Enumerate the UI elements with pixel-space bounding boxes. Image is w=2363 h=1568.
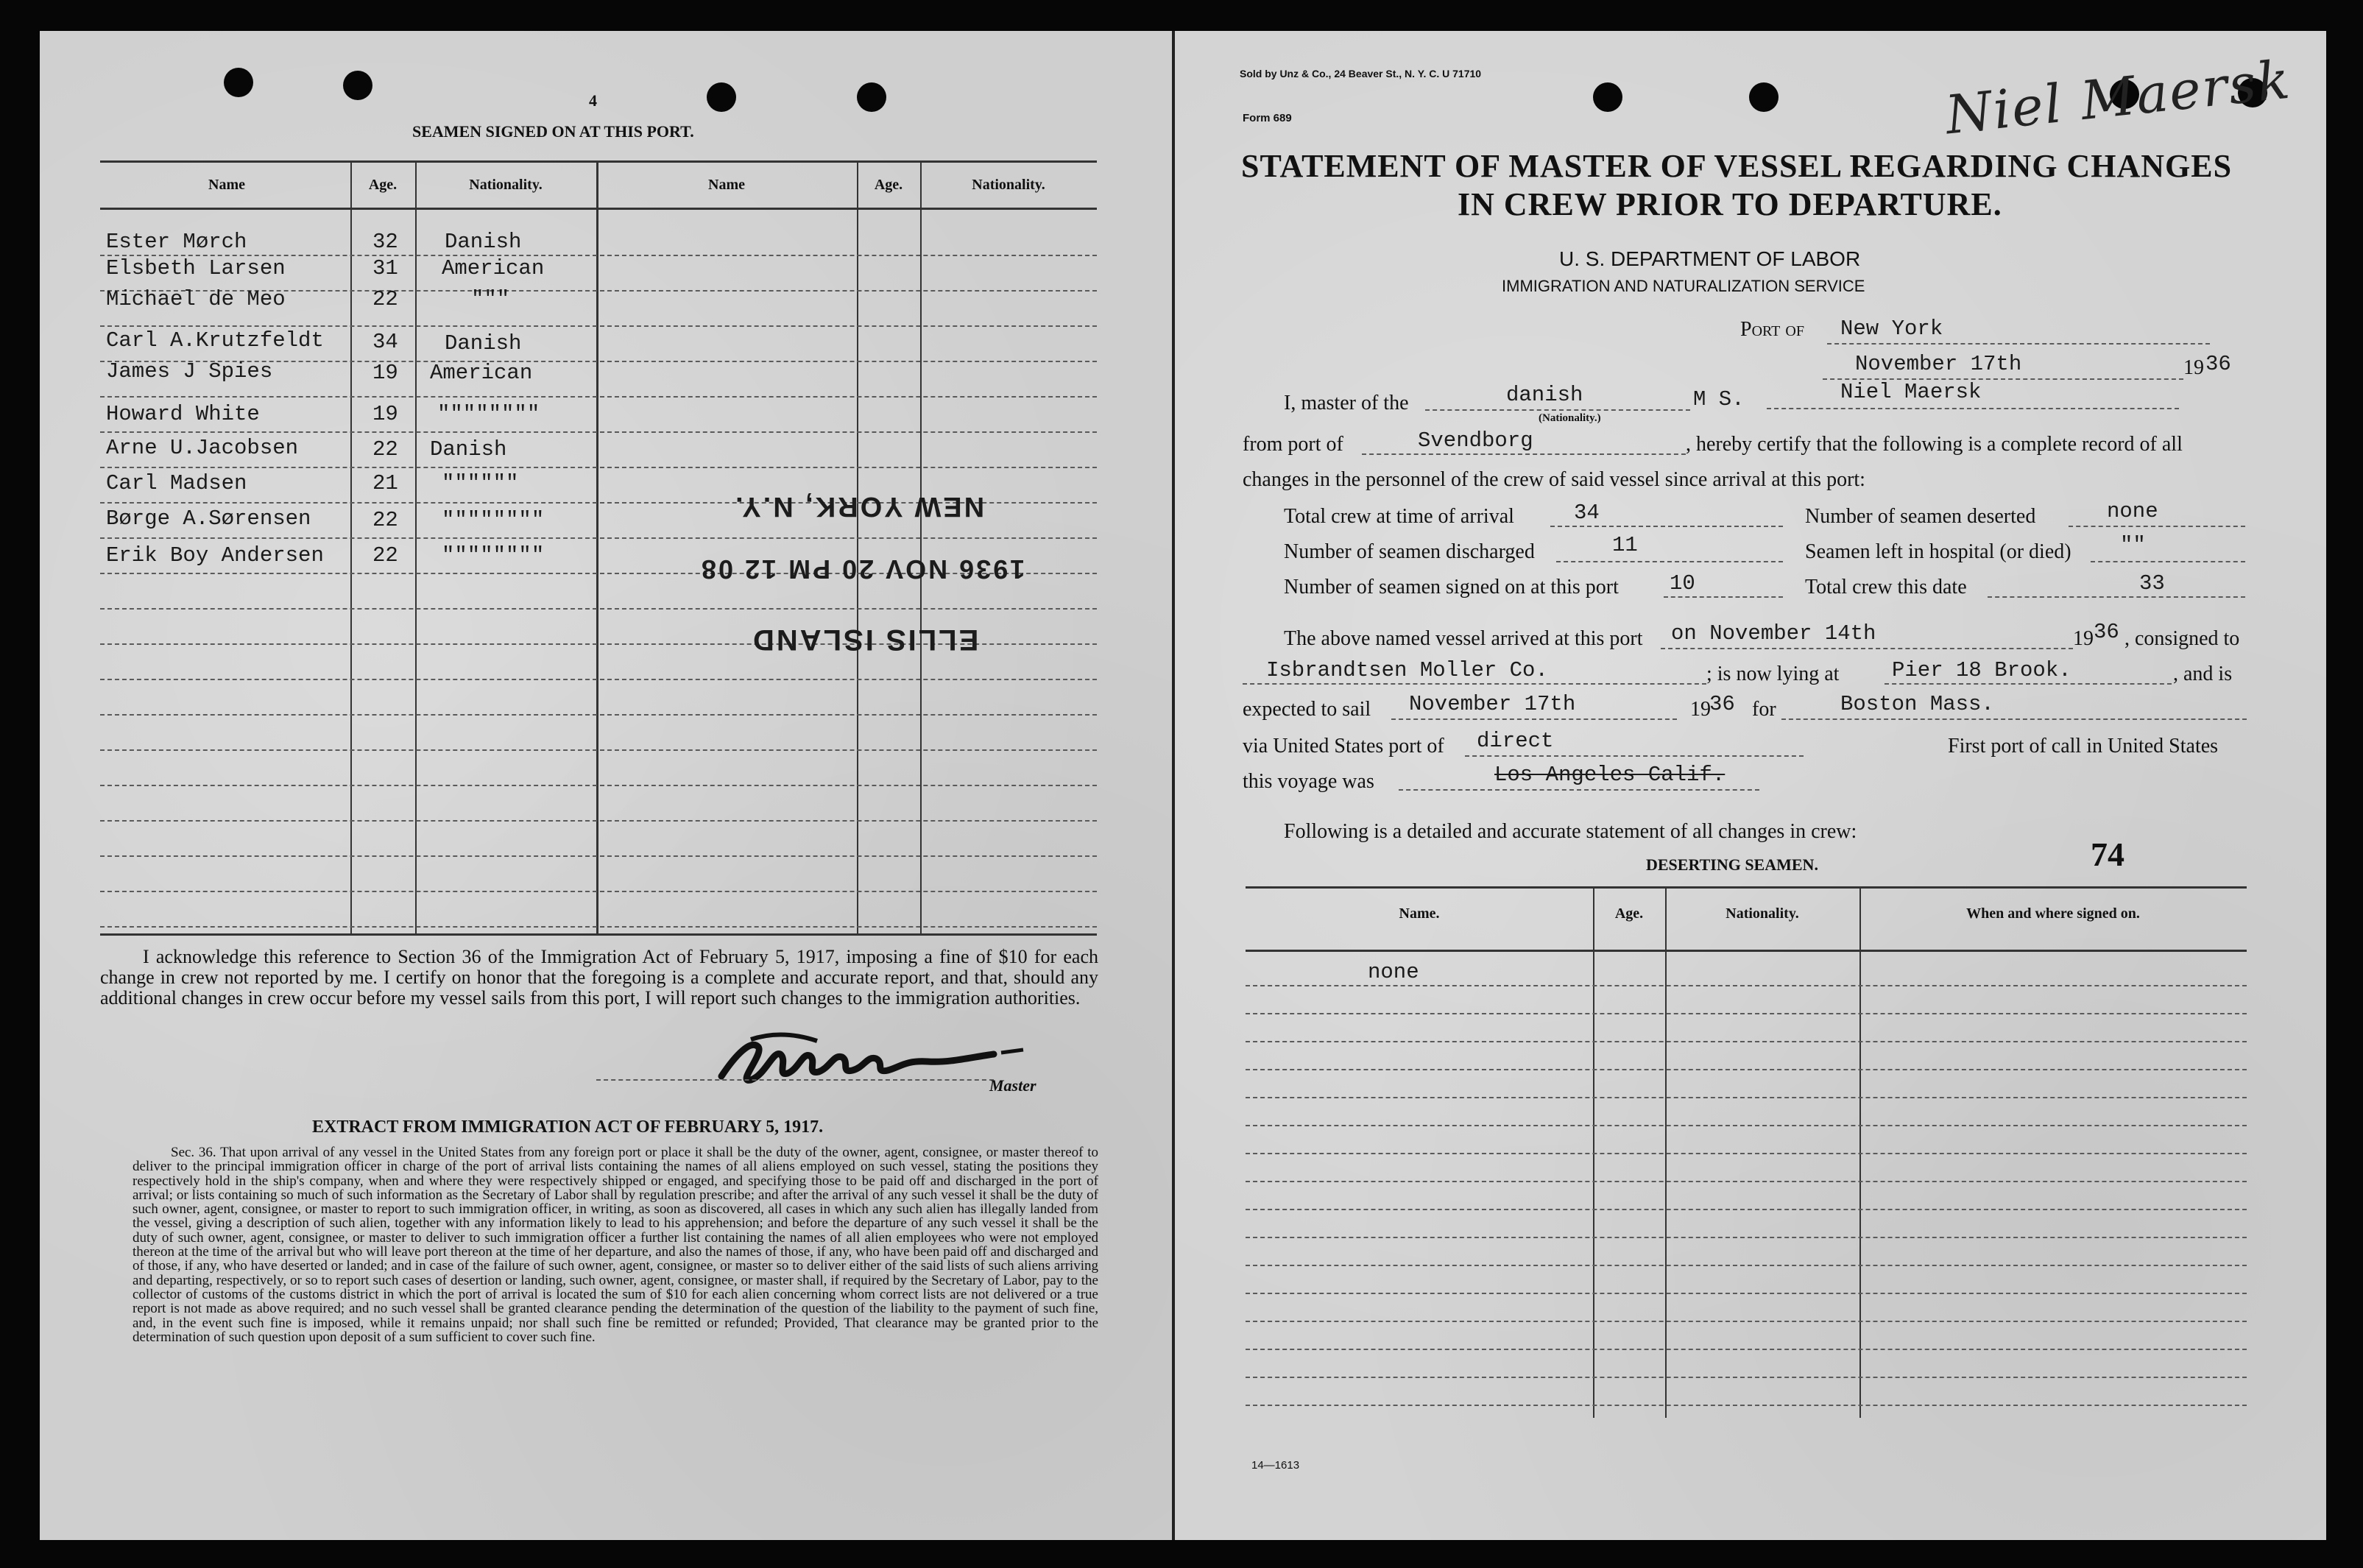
arrived-underline <box>1661 648 2073 649</box>
voyage-value: Los Angeles Calif. <box>1494 763 1726 787</box>
footer-code: 14—1613 <box>1251 1459 1300 1472</box>
deserting-row-rule <box>1246 1377 2247 1378</box>
table-header-line <box>100 208 1097 210</box>
vessel-name: Niel Maersk <box>1840 380 1982 404</box>
port-value: New York <box>1840 317 1943 341</box>
deserting-row-rule <box>1246 1237 2247 1238</box>
seaman-age: 19 <box>372 361 398 385</box>
deserted-value: none <box>2107 499 2158 523</box>
seaman-nationality: American <box>442 256 545 280</box>
page-number: 4 <box>589 91 597 110</box>
extract-text: Sec. 36. That upon arrival of any vessel in the United States from any foreign port or place it shall be the duty of the owner, agent, consignee, or master thereof to deliver to the principal immigration officer in charge of the port of arrival lists containing the names of all aliens employed on such vessel, stating the positions they respectively hold in the ship's company, when and where they were respectively shipped or engaged, and specifying those to be paid off and discharged in the port of arrival; or lists containing so much of such information as the Secretary of Labor shall by regulation prescribe; and after the arrival of any such vessel it shall be the duty of such owner, agent, consignee, or master to report to such immigration officer, in writing, as soon as discovered, all cases in which any such alien has illegally landed from the vessel, giving a description of such alien, together with any information likely to lead to his apprehension; and before the departure of any such vessel it shall be the duty of such owner, agent, consignee, or master to deliver to such immigration officer a further list containing the names of all alien employees who were not employed thereon at the time of the arrival but who will leave port thereon at the time of her departure, and also the names of those, if any, who have been paid off and discharged and of those, if any, who have deserted or landed; and in case of the failure of such owner, agent, consignee, or master so to deliver either of the said lists of such aliens arriving and departing, respectively, or so to report such cases of desertion or landing, such owner, agent, consignee, or master shall, if required by the Secretary of Labor, pay to the collector of customs of the customs district in which the port of arrival is located the sum of $10 for each alien concerning whom correct lists are not delivered or a true report is not made as above required; and no such vessel shall be granted clearance pending the determination of the question of the liability to the payment of such fine, and, in the event such fine is imposed, while it remains unpaid; nor shall such fine be remitted or refunded; Provided, That clearance may be granted prior to the determination of such question upon deposit of a sum sufficient to cover such fine. <box>133 1145 1098 1345</box>
nationality-underline <box>1425 409 1690 411</box>
deserting-row-rule <box>1246 1097 2247 1098</box>
punch-hole <box>343 71 372 100</box>
seaman-name: Arne U.Jacobsen <box>106 436 299 460</box>
port-label: Port of <box>1740 318 1804 341</box>
lying-underline <box>1885 683 2172 685</box>
date-year-prefix: 19 <box>2183 356 2204 379</box>
seaman-nationality: """""""" <box>442 543 545 568</box>
deserting-col-name: Name. <box>1399 905 1440 922</box>
total-crew-date-underline <box>1988 596 2245 598</box>
seaman-age: 31 <box>372 256 398 280</box>
punch-hole <box>1593 82 1622 112</box>
table-row-rule <box>100 926 1097 928</box>
deserting-table-top <box>1246 886 2247 889</box>
signature-line <box>596 1079 994 1081</box>
col-header-name: Name <box>208 177 245 193</box>
deserting-row-rule <box>1246 1265 2247 1266</box>
punch-hole <box>224 68 253 97</box>
first-call-label: First port of call in United States <box>1948 735 2219 757</box>
hospital-underline <box>2091 561 2245 562</box>
table-row-rule <box>100 325 1097 327</box>
seaman-nationality: """""""" <box>437 402 540 426</box>
hospital-label: Seamen left in hospital (or died) <box>1805 540 2071 563</box>
deserting-row-rule <box>1246 1153 2247 1154</box>
deserting-row-rule <box>1246 1041 2247 1042</box>
via-value: direct <box>1477 729 1554 753</box>
table-row-rule <box>100 467 1097 468</box>
seaman-name: Børge A.Sørensen <box>106 506 311 531</box>
arrived-year-prefix: 19 <box>2073 627 2094 650</box>
lying-value: Pier 18 Brook. <box>1892 658 2071 682</box>
deserting-title: DESERTING SEAMEN. <box>1646 855 1818 874</box>
stamp-ellis-island: ELLIS ISLAND <box>751 624 979 656</box>
nationality-caption: (Nationality.) <box>1539 412 1601 424</box>
table-row-rule <box>100 396 1097 398</box>
seaman-nationality: """ <box>471 287 510 311</box>
deserting-table-header <box>1246 950 2247 952</box>
printer-imprint: Sold by Unz & Co., 24 Beaver St., N. Y. C. U 71710 <box>1240 68 1482 80</box>
deserting-row-rule <box>1246 985 2247 986</box>
stamp-date: 1936 NOV 20 PM 12 08 <box>699 554 1025 585</box>
seaman-name: Howard White <box>106 402 260 426</box>
hospital-value: "" <box>2120 533 2146 557</box>
nationality-value: danish <box>1506 383 1583 407</box>
table-bottom-line <box>100 933 1097 936</box>
consignee-value: Isbrandtsen Moller Co. <box>1266 658 1548 682</box>
arrival-underline <box>1550 526 1783 527</box>
seaman-nationality: American <box>430 361 533 385</box>
date-year: 36 <box>2205 352 2231 376</box>
via-underline <box>1465 755 1804 757</box>
form-title-line1: STATEMENT OF MASTER OF VESSEL REGARDING CHANGES <box>1241 148 2233 184</box>
certify-text-2: changes in the personnel of the crew of said vessel since arrival at this port: <box>1243 468 1865 491</box>
deserting-row-rule <box>1246 1349 2247 1350</box>
discharged-value: 11 <box>1612 533 1638 557</box>
table-row-rule <box>100 714 1097 716</box>
col-header-age-2: Age. <box>874 177 903 193</box>
table-row-rule <box>100 431 1097 433</box>
punch-hole <box>707 82 736 112</box>
from-port-label: from port of <box>1243 433 1343 456</box>
expected-underline <box>1391 718 1677 720</box>
discharged-label: Number of seamen discharged <box>1284 540 1535 563</box>
consigned-label: , consigned to <box>2124 627 2240 650</box>
deserting-row-rule <box>1246 1209 2247 1210</box>
deserted-underline <box>2069 526 2245 527</box>
col-divider <box>350 162 352 933</box>
date-value: November 17th <box>1855 352 2022 376</box>
consignee-underline <box>1243 683 1706 685</box>
col-divider <box>857 162 858 933</box>
for-underline <box>1781 718 2247 720</box>
deserting-row-rule <box>1246 1321 2247 1322</box>
expected-year: 36 <box>1709 692 1735 716</box>
voyage-underline <box>1399 789 1759 791</box>
form-title-line2: IN CREW PRIOR TO DEPARTURE. <box>1458 186 2002 222</box>
table-row-rule <box>100 785 1097 786</box>
expected-label: expected to sail <box>1243 698 1371 721</box>
seaman-age: 22 <box>372 437 398 462</box>
seaman-nationality: Danish <box>430 437 507 462</box>
table-row-rule <box>100 820 1097 822</box>
total-crew-date-label: Total crew this date <box>1805 576 1967 598</box>
arrived-label: The above named vessel arrived at this port <box>1284 627 1643 650</box>
deserting-entry: none <box>1368 960 1419 984</box>
seaman-age: 19 <box>372 402 398 426</box>
from-port-value: Svendborg <box>1418 428 1533 453</box>
extract-title: EXTRACT FROM IMMIGRATION ACT OF FEBRUARY 5, 1917. <box>312 1117 824 1137</box>
table-row-rule <box>100 855 1097 857</box>
deserting-col-nationality: Nationality. <box>1726 905 1799 922</box>
acknowledgement-text: I acknowledge this reference to Section 36 of the Immigration Act of February 5, 1917, imposing a fine of $10 for each change in crew not reported by me. I certify on honor that the foregoing is a complete and accurate report, and that, should any additional changes in crew occur before my vessel sails from this port, I will report such changes to the immigration authorities. <box>100 946 1098 1009</box>
expected-value: November 17th <box>1409 692 1576 716</box>
stamp-city: NEW YORK, N.Y. <box>733 491 985 522</box>
seaman-nationality: Danish <box>445 331 522 356</box>
seaman-nationality: Danish <box>445 230 522 254</box>
col-divider <box>415 162 417 933</box>
punch-hole <box>857 82 886 112</box>
total-crew-arrival-value: 34 <box>1574 501 1600 525</box>
table-row-rule <box>100 891 1097 892</box>
seaman-nationality: """""""" <box>442 508 545 532</box>
arrived-year: 36 <box>2094 620 2119 644</box>
from-port-underline <box>1362 453 1686 455</box>
signed-on-value: 10 <box>1670 571 1695 596</box>
deserting-row-rule <box>1246 1069 2247 1070</box>
following-text: Following is a detailed and accurate statement of all changes in crew: <box>1284 820 1857 843</box>
seaman-age: 22 <box>372 508 398 532</box>
seaman-name: James J Spies <box>106 359 273 384</box>
punch-hole <box>1749 82 1779 112</box>
page-fold <box>1172 31 1175 1540</box>
sheet-number: 74 <box>2091 836 2124 873</box>
arrived-value: on November 14th <box>1671 621 1876 646</box>
deserted-label: Number of seamen deserted <box>1805 505 2036 528</box>
via-label: via United States port of <box>1243 735 1444 757</box>
deserting-row-rule <box>1246 1181 2247 1182</box>
discharged-underline <box>1556 561 1783 562</box>
deserting-col-signed-on: When and where signed on. <box>1966 905 2140 922</box>
master-label: Master <box>989 1076 1036 1095</box>
deserting-col-age: Age. <box>1614 905 1644 922</box>
signed-on-label: Number of seamen signed on at this port <box>1284 576 1619 598</box>
total-crew-arrival-label: Total crew at time of arrival <box>1284 505 1514 528</box>
and-is-label: , and is <box>2173 663 2233 685</box>
col-header-name-2: Name <box>708 177 745 193</box>
expected-year-prefix: 19 <box>1690 698 1711 721</box>
total-crew-date-value: 33 <box>2139 571 2165 596</box>
seaman-age: 22 <box>372 287 398 311</box>
for-label: for <box>1752 698 1776 721</box>
signed-on-underline <box>1664 596 1783 598</box>
seaman-name: Carl A.Krutzfeldt <box>106 328 324 353</box>
master-of-label: I, master of the <box>1284 392 1409 414</box>
port-underline <box>1827 343 2210 345</box>
seaman-name: Elsbeth Larsen <box>106 256 286 280</box>
seaman-age: 32 <box>372 230 398 254</box>
vessel-name-underline <box>1767 408 2179 409</box>
col-divider <box>596 162 598 933</box>
deserting-row-rule <box>1246 1125 2247 1126</box>
col-header-nationality-2: Nationality. <box>972 177 1045 193</box>
lying-label: ; is now lying at <box>1706 663 1840 685</box>
for-value: Boston Mass. <box>1840 692 1994 716</box>
table-row-rule <box>100 608 1097 610</box>
form-number: Form 689 <box>1243 112 1292 124</box>
seaman-name: Carl Madsen <box>106 471 247 495</box>
deserting-row-rule <box>1246 1293 2247 1294</box>
seaman-age: 22 <box>372 543 398 568</box>
table-row-rule <box>100 679 1097 680</box>
certify-text-1: , hereby certify that the following is a complete record of all <box>1686 433 2183 456</box>
seaman-age: 34 <box>372 330 398 354</box>
table-row-rule <box>100 537 1097 539</box>
left-table-title: SEAMEN SIGNED ON AT THIS PORT. <box>412 122 694 141</box>
seaman-nationality: """""" <box>442 471 519 495</box>
table-row-rule <box>100 749 1097 751</box>
col-header-nationality: Nationality. <box>469 177 543 193</box>
voyage-label: this voyage was <box>1243 770 1374 793</box>
seaman-name: Michael de Meo <box>106 287 286 311</box>
col-divider <box>920 162 922 933</box>
deserting-row-rule <box>1246 1405 2247 1406</box>
seaman-name: Erik Boy Andersen <box>106 543 324 568</box>
handwritten-vessel-name: Niel Maersk <box>1942 48 2294 146</box>
service: IMMIGRATION AND NATURALIZATION SERVICE <box>1502 277 1865 295</box>
seaman-name: Ester Mørch <box>106 230 247 254</box>
table-top-line <box>100 160 1097 163</box>
deserting-row-rule <box>1246 1013 2247 1014</box>
seaman-age: 21 <box>372 471 398 495</box>
col-header-age: Age. <box>368 177 398 193</box>
vessel-type: M S. <box>1693 387 1745 412</box>
department: U. S. DEPARTMENT OF LABOR <box>1559 247 1861 270</box>
